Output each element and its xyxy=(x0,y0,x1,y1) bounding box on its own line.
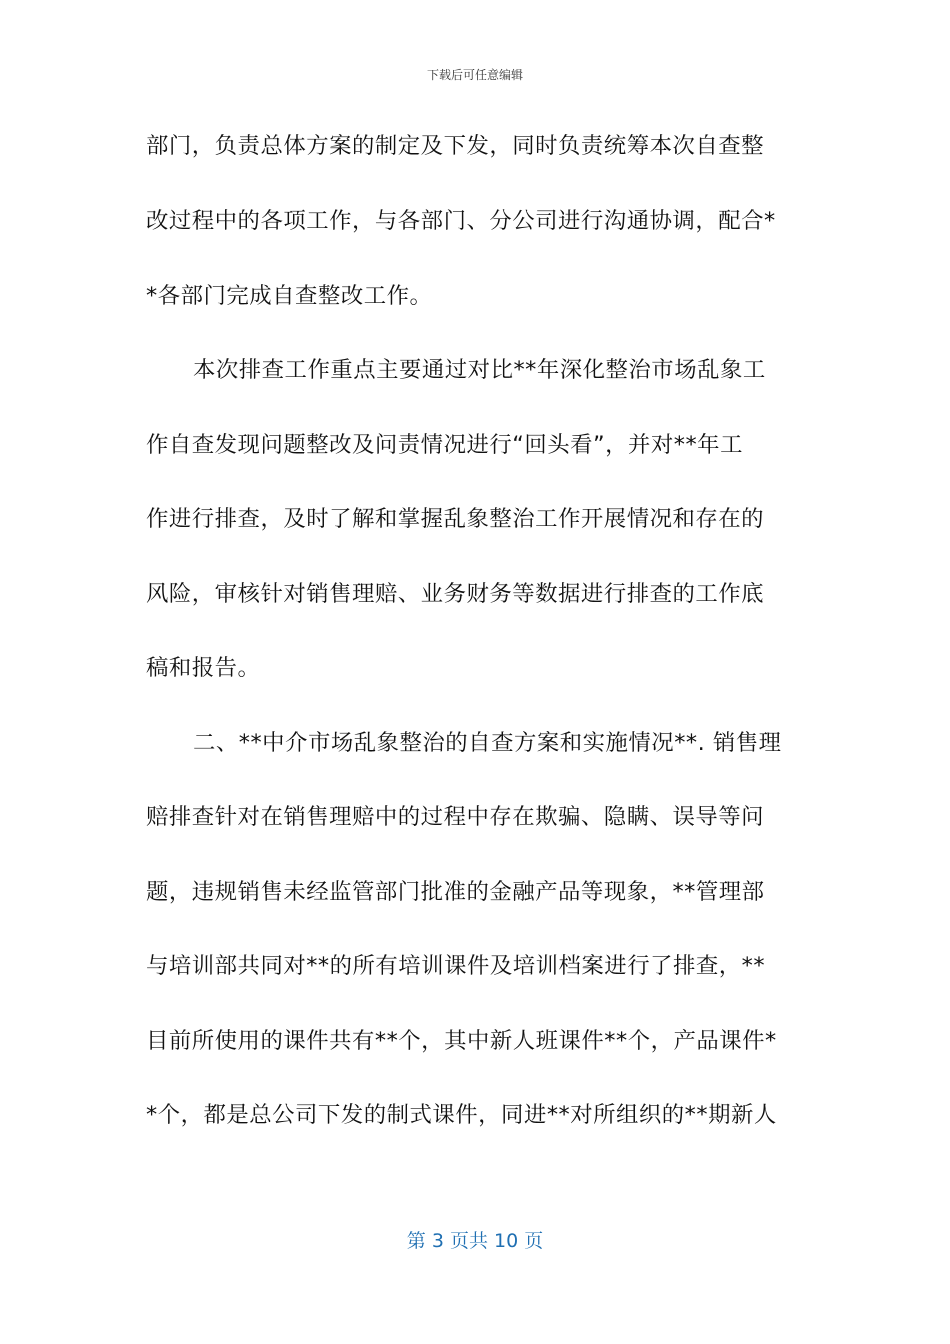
body-line: *个，都是总公司下发的制式课件，同进**对所组织的**期新人 xyxy=(146,1102,777,1128)
body-line: 目前所使用的课件共有**个，其中新人班课件**个，产品课件* xyxy=(146,1028,777,1054)
body-line: *各部门完成自查整改工作。 xyxy=(146,283,433,309)
body-line: 赔排查针对在销售理赔中的过程中存在欺骗、隐瞒、误导等问 xyxy=(146,804,765,830)
body-line: 部门，负责总体方案的制定及下发，同时负责统筹本次自查整 xyxy=(146,133,765,159)
page-number-footer: 第 3 页共 10 页 xyxy=(406,1230,544,1252)
body-line: 二、**中介市场乱象整治的自查方案和实施情况**. 销售理 xyxy=(193,730,782,756)
page-header-note: 下载后可任意编辑 xyxy=(426,68,523,82)
body-line: 与培训部共同对**的所有培训课件及培训档案进行了排查，** xyxy=(146,953,766,979)
body-line: 题，违规销售未经监管部门批准的金融产品等现象，**管理部 xyxy=(146,879,765,905)
body-line: 作自查发现问题整改及问责情况进行“回头看”，并对**年工 xyxy=(146,432,743,458)
body-line: 风险，审核针对销售理赔、业务财务等数据进行排查的工作底 xyxy=(146,581,765,607)
body-line: 作进行排查，及时了解和掌握乱象整治工作开展情况和存在的 xyxy=(146,506,765,532)
body-line: 稿和报告。 xyxy=(146,655,261,681)
body-line: 本次排查工作重点主要通过对比**年深化整治市场乱象工 xyxy=(193,357,766,383)
body-line: 改过程中的各项工作，与各部门、分公司进行沟通协调，配合* xyxy=(146,208,776,234)
